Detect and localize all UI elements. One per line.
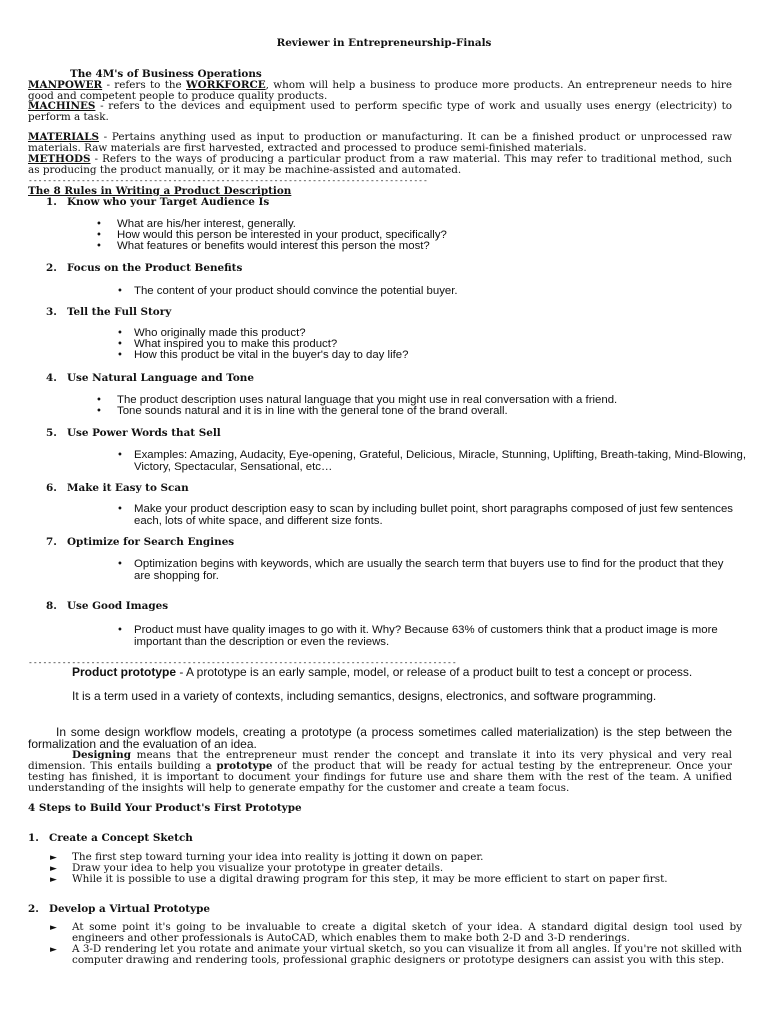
step-1-number: 1.	[28, 832, 39, 844]
rule-5-bullet-1: Examples: Amazing, Audacity, Eye-opening, Grateful, Delicious, Miracle, Stunning, Uplifting, Breath-taking, Mind-Blowing, Victory, Spectacular, Sensational, etc…	[134, 449, 747, 473]
bullet-icon: •	[117, 339, 123, 350]
materials-paragraph	[28, 132, 732, 154]
designing-text-b: of the product that will be ready for actual testing by the entrepreneur. Once your testing has finished, it is important to document your findings for future use and share them with the rest of the team. A unified understanding of the insights will help to generate empathy for the customer and create a team focus.	[28, 760, 733, 794]
rule-3-title: Tell the Full Story	[67, 306, 172, 318]
bullet-icon: •	[96, 395, 102, 406]
methods-paragraph	[28, 154, 732, 176]
rule-4-bullet-2: Tone sounds natural and it is in line with the general tone of the brand overall.	[117, 405, 508, 417]
bullet-icon: •	[96, 406, 102, 417]
rule-7-number: 7.	[46, 536, 57, 548]
manpower-pre: - refers to the	[102, 79, 187, 91]
rule-6-bullet-1: Make your product description easy to scan by including bullet point, short paragraphs composed of just few sentences each, lots of white space, and different size fonts.	[134, 503, 733, 527]
bullet-icon: •	[96, 219, 102, 230]
bullet-icon: •	[117, 350, 123, 361]
rule-2-title: Focus on the Product Benefits	[67, 262, 243, 274]
rule-6-title: Make it Easy to Scan	[67, 482, 189, 494]
rule-4-number: 4.	[46, 372, 57, 384]
manpower-text: , whom will help a business to produce more products. An entrepreneur needs to hire good and competent people to produce quality products.	[28, 79, 732, 102]
dashed-divider: -----------------------------------------------------------------------------------------	[28, 658, 457, 667]
rule-7-title: Optimize for Search Engines	[67, 536, 235, 548]
rule-4-title: Use Natural Language and Tone	[67, 372, 254, 384]
rule-1-title: Know who your Target Audience Is	[67, 196, 270, 208]
methods-term: METHODS	[28, 153, 91, 165]
bullet-icon: •	[117, 286, 123, 297]
rule-1-bullet-2: How would this person be interested in your product, specifically?	[117, 229, 447, 241]
methods-text: - Refers to the ways of producing a particular product from a raw material. This may refer to traditional method, such as producing the product manually, or it may be machine-assisted and automated.	[28, 153, 732, 176]
prototype-def-text: - A prototype is an early sample, model, or release of a product built to test a concept or process.	[176, 665, 693, 679]
materials-text: - Pertains anything used as input to production or manufacturing. It can be a finished product or unprocessed raw materials. Raw materials are first harvested, extracted and processed to produce semi-finished materials.	[28, 131, 732, 154]
manpower-term: MANPOWER	[28, 79, 103, 91]
rule-2-bullet-1: The content of your product should convince the potential buyer.	[134, 285, 458, 297]
rule-1-bullet-3: What features or benefits would interest this person the most?	[117, 240, 430, 252]
rule-8-number: 8.	[46, 600, 57, 612]
prototype-paragraph-3: In some design workflow models, creating a prototype (a process sometimes called materialization) is the step between the formalization and the evaluation of an idea.	[28, 725, 732, 751]
step-2-bullet-2: A 3-D rendering let you rotate and animate your virtual sketch, so you can visualize it from all angles. If you're not skilled with computer drawing and rendering tools, professional graphic designers or prototype designers can assist you with this step.	[72, 943, 742, 966]
workforce-term: WORKFORCE	[186, 79, 266, 91]
step-1-bullet-2: Draw your idea to help you visualize your prototype in greater details.	[72, 862, 444, 874]
arrow-bullet-icon: ►	[50, 875, 57, 885]
machines-term: MACHINES	[28, 100, 96, 112]
rule-5-number: 5.	[46, 427, 57, 439]
rule-1-bullet-1: What are his/her interest, generally.	[117, 218, 296, 230]
bullet-icon: •	[117, 504, 123, 515]
machines-paragraph	[28, 101, 732, 123]
arrow-bullet-icon: ►	[50, 864, 57, 874]
step-2-title: Develop a Virtual Prototype	[49, 903, 210, 915]
step-2-number: 2.	[28, 903, 39, 915]
rule-8-bullet-1: Product must have quality images to go with it. Why? Because 63% of customers think that a product image is more important than the description or even the reviews.	[134, 624, 718, 648]
rule-3-bullet-2: What inspired you to make this product?	[134, 338, 338, 350]
manpower-paragraph	[28, 80, 732, 102]
arrow-bullet-icon: ►	[50, 923, 57, 933]
prototype-term: Product prototype	[72, 665, 176, 679]
document-title: Reviewer in Entrepreneurship-Finals	[276, 37, 492, 49]
prototype-word: prototype	[216, 760, 273, 772]
bullet-icon: •	[96, 230, 102, 241]
fourm-heading: The 4M's of Business Operations	[70, 68, 262, 80]
steps-heading: 4 Steps to Build Your Product's First Prototype	[28, 802, 302, 814]
rules-heading: The 8 Rules in Writing a Product Description	[28, 185, 292, 197]
bullet-icon: •	[96, 241, 102, 252]
bullet-icon: •	[117, 559, 123, 570]
rule-2-number: 2.	[46, 262, 57, 274]
rule-5-title: Use Power Words that Sell	[67, 427, 221, 439]
bullet-icon: •	[117, 625, 123, 636]
rule-4-bullet-1: The product description uses natural language that you might use in real conversation with a friend.	[117, 394, 618, 406]
rule-3-bullet-1: Who originally made this product?	[134, 327, 306, 339]
rule-1-number: 1.	[46, 196, 57, 208]
arrow-bullet-icon: ►	[50, 853, 57, 863]
rule-3-bullet-3: How this product be vital in the buyer's day to day life?	[134, 349, 409, 361]
arrow-bullet-icon: ►	[50, 945, 57, 955]
bullet-icon: •	[117, 450, 123, 461]
bullet-icon: •	[117, 328, 123, 339]
machines-text: - refers to the devices and equipment used to perform specific type of work and usually uses energy (electricity) to perform a task.	[28, 100, 732, 123]
prototype-definition	[28, 666, 732, 678]
designing-paragraph	[28, 750, 732, 794]
designing-text-a: means that the entrepreneur must render the concept and translate it into its very physical and very real dimension. This entails building a	[28, 749, 732, 772]
step-2-bullet-1: At some point it's going to be invaluable to create a digital sketch of your idea. A standard digital design tool used by engineers and other professionals is AutoCAD, which enables them to make both 2-D and 3-D renderings.	[72, 921, 742, 944]
step-1-title: Create a Concept Sketch	[49, 832, 193, 844]
step-1-bullet-1: The first step toward turning your idea into reality is jotting it down on paper.	[72, 851, 484, 863]
designing-term: Designing	[72, 749, 132, 761]
rule-6-number: 6.	[46, 482, 57, 494]
prototype-paragraph-2: It is a term used in a variety of contexts, including semantics, designs, electronics, and software programming.	[72, 689, 657, 703]
rule-7-bullet-1: Optimization begins with keywords, which are usually the search term that buyers use to find for the product that they are shopping for.	[134, 558, 724, 582]
materials-term: MATERIALS	[28, 131, 100, 143]
rule-8-title: Use Good Images	[67, 600, 169, 612]
dashed-divider: -----------------------------------------------------------------------------------	[28, 176, 428, 185]
rule-3-number: 3.	[46, 306, 57, 318]
step-1-bullet-3: While it is possible to use a digital drawing program for this step, it may be more efficient to start on paper first.	[72, 873, 668, 885]
